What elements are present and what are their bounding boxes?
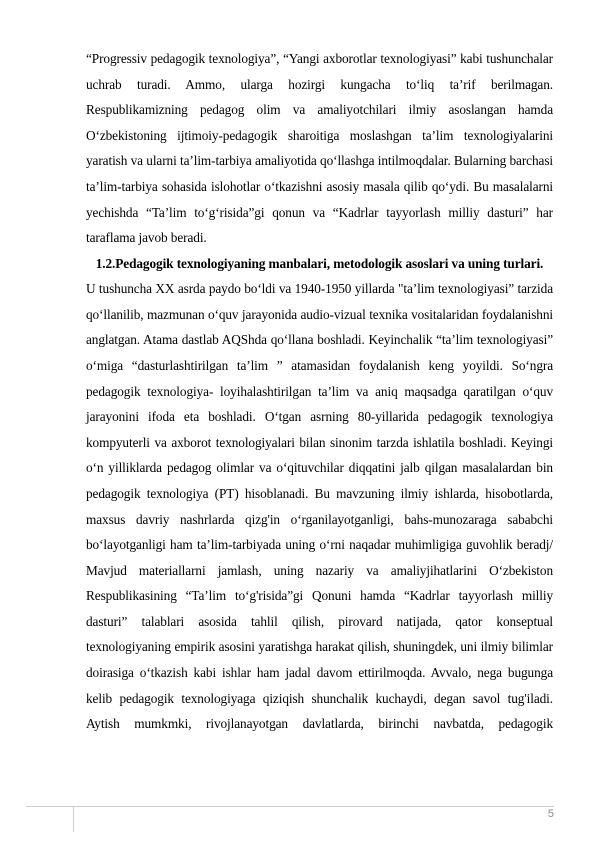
page-body <box>86 46 553 737</box>
section-heading: 1.2.Pedagogik texnologiyaning manbalari, metodologik asoslari va uning turlari. <box>95 255 544 271</box>
paragraph-intro: “Progressiv pedagogik texnologiya”, “Yangi axborotlar texnologiyasi” kabi tushunchalar uchrab turadi. Ammo, ularga hozirgi kungacha to‘liq ta’rif berilmagan. Respublikamizning pedagog olim va amaliyotchilari ilmiy asoslangan hamda O‘zbekistoning ijtimoiy-pedagogik sharoitiga moslashgan ta’lim texnologiyalarini yaratish va ularni ta’lim-tarbiya amaliyotida qo‘llashga intilmoqdalar. Bularning barchasi ta’lim-tarbiya sohasida islohotlar o‘tkazishni asosiy masala qilib qo‘ydi. Bu masalalarni yechishda “Ta’lim to‘g‘risida”gi qonun va “Kadrlar tayyorlash milliy dasturi” har taraflama javob beradi. <box>86 51 553 246</box>
page-number: 5 <box>547 808 554 820</box>
footer-corner-box <box>26 806 74 832</box>
footer-divider <box>26 806 554 807</box>
paragraph-main: U tushuncha XX asrda paydo bo‘ldi va 1940-1950 yillarda "ta’lim texnologiyasi” tarzida qo‘llanilib, mazmunan o‘quv jarayonida audio-vizual texnika vositalaridan foydalanishni anglatgan. Atama dastlab AQShda qo‘llana boshladi. Keyinchalik “ta’lim texnologiyasi” o‘miga “dasturlashtirilgan ta’lim ” atamasidan foydalanish keng yoyildi. So‘ngra pedagogik texnologiya- loyihalashtirilgan ta’lim va aniq maqsadga qaratilgan o‘quv jarayonini ifoda eta boshladi. O‘tgan asrning 80-yillarida pedagogik texnologiya kompyuterli va axborot texnologiyalari bilan sinonim tarzda ishlatila boshladi. Keyingi o‘n yilliklarda pedagog olimlar va o‘qituvchilar diqqatini jalb qilgan masalalardan bin pedagogik texnologiya (PT) hisoblanadi. Bu mavzuning ilmiy ishlarda, hisobotlarda, maxsus davriy nashrlarda qizg'in o‘rganilayotganligi, bahs-munozaraga sababchi bo‘layotganligi ham ta’lim-tarbiyada uning o‘rni naqadar muhimligiga guvohlik beradj/ Mavjud materiallarni jamlash, uning nazariy va amaliyjihatlarini O‘zbekiston Respublikasining “Ta’lim to‘g'risida”gi Qonuni hamda “Kadrlar tayyorlash milliy dasturi” talablari asosida tahlil qilish, pirovard natijada, qator konseptual texnologiyaning empirik asosini yaratishga harakat qilish, shuningdek, uni ilmiy bilimlar doirasiga o‘tkazish kabi ishlar ham jadal davom ettirilmoqda. Avvalo, nega bugunga kelib pedagogik texnologiyaga qiziqish shunchalik kuchaydi, degan savol tug'iladi. Aytish mumkmki, rivojlanayotgan davlatlarda, birinchi navbatda, pedagogik <box>86 281 553 732</box>
